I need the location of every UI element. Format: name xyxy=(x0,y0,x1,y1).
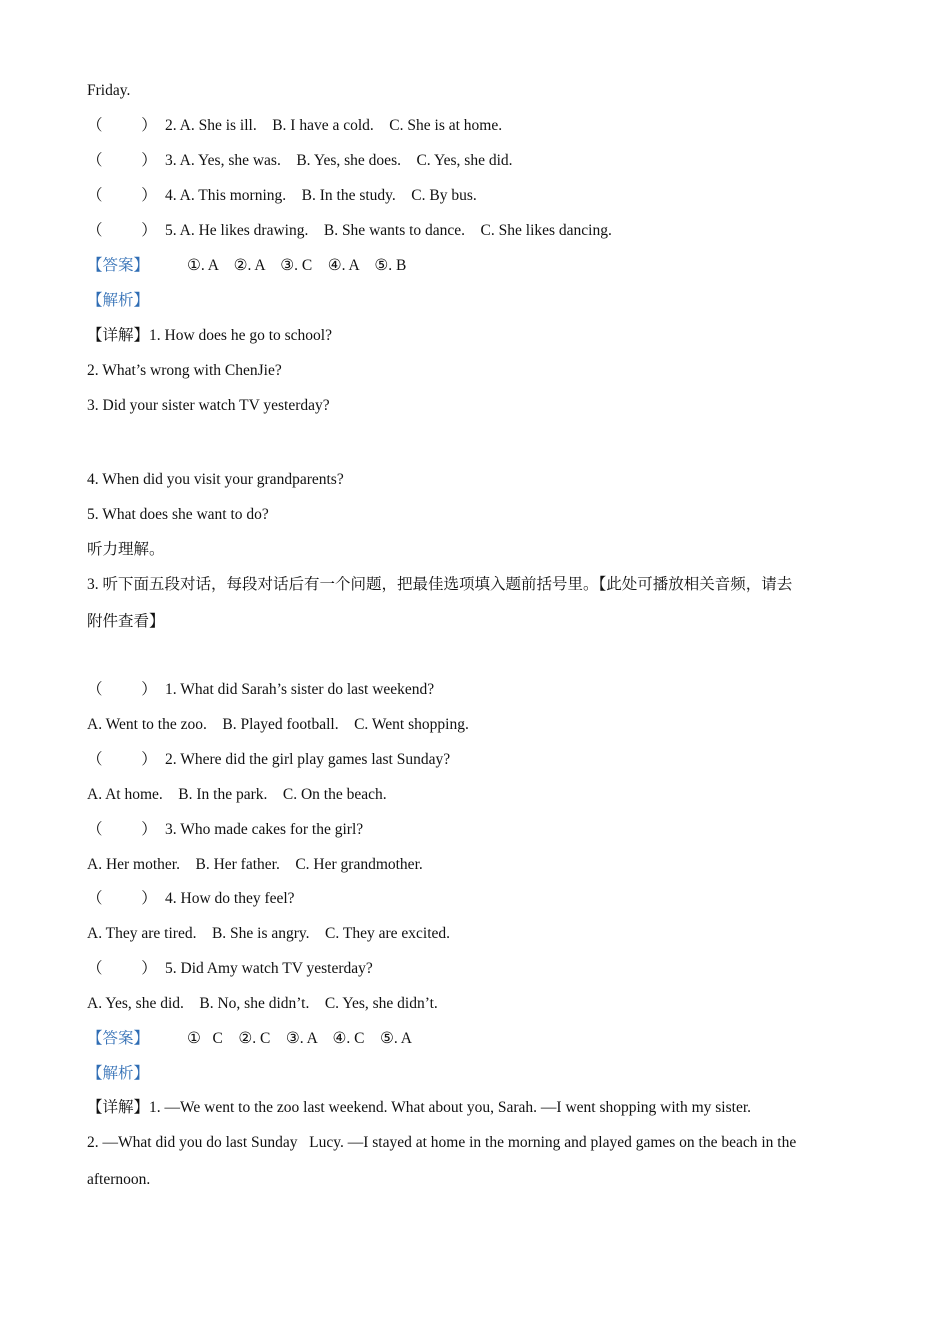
detail-line: 4. When did you visit your grandparents? xyxy=(87,471,344,488)
detail-line: afternoon. xyxy=(87,1171,151,1188)
question-text: 2. Where did the girl play games last Sunday? xyxy=(165,751,451,768)
question-text: 5. A. He likes drawing. B. She wants to dance. C. She likes dancing. xyxy=(165,222,612,239)
question-text: 3. Who made cakes for the girl? xyxy=(165,821,364,838)
question-text: 4. How do they feel? xyxy=(165,890,295,907)
answer-tag: 【答案】 xyxy=(87,257,150,274)
question-row xyxy=(87,151,513,171)
answer-blank: （ ） xyxy=(87,681,157,698)
instruction-line: 3. 听下面五段对话，每段对话后有一个问题，把最佳选项填入题前括号里。【此处可播放相关音频，请去 xyxy=(87,576,793,593)
options-line: A. At home. B. In the park. C. On the beach. xyxy=(87,786,387,803)
answer-blank: （ ） xyxy=(87,117,157,134)
options-line: A. They are tired. B. She is angry. C. They are excited. xyxy=(87,925,451,942)
answer-blank: （ ） xyxy=(87,890,157,907)
question-text: 2. A. She is ill. B. I have a cold. C. She is at home. xyxy=(165,117,503,134)
detail-line: 3. Did your sister watch TV yesterday? xyxy=(87,397,330,414)
detail-line: 5. What does she want to do? xyxy=(87,506,269,523)
answer-text: ① C ②. C ③. A ④. C ⑤. A xyxy=(187,1030,412,1047)
question-row xyxy=(87,116,502,136)
detail-line: 2. What’s wrong with ChenJie? xyxy=(87,362,282,379)
analysis-tag: 【解析】 xyxy=(87,1065,150,1082)
question-row xyxy=(87,750,450,770)
answer-blank: （ ） xyxy=(87,821,157,838)
answer-row xyxy=(87,1029,412,1049)
question-row xyxy=(87,889,295,909)
answer-blank: （ ） xyxy=(87,960,157,977)
detail-row xyxy=(87,326,332,346)
instruction-line: 附件查看】 xyxy=(87,613,165,630)
question-text: 4. A. This morning. B. In the study. C. By bus. xyxy=(165,187,477,204)
detail-line: 1. How does he go to school? xyxy=(149,327,332,344)
question-text: 1. What did Sarah’s sister do last weekend? xyxy=(165,681,435,698)
options-line: A. Her mother. B. Her father. C. Her grandmother. xyxy=(87,856,423,873)
continued-text: Friday. xyxy=(87,82,131,99)
answer-blank: （ ） xyxy=(87,751,157,768)
options-line: A. Went to the zoo. B. Played football. C. Went shopping. xyxy=(87,716,469,733)
answer-row xyxy=(87,256,406,276)
question-row xyxy=(87,959,373,979)
detail-line: 2. —What did you do last Sunday Lucy. —I stayed at home in the morning and played games on the beach in the xyxy=(87,1134,797,1151)
answer-blank: （ ） xyxy=(87,152,157,169)
detail-line: 1. —We went to the zoo last weekend. What about you, Sarah. —I went shopping with my sister. xyxy=(149,1099,752,1116)
question-row xyxy=(87,186,477,206)
question-row xyxy=(87,820,363,840)
options-line: A. Yes, she did. B. No, she didn’t. C. Yes, she didn’t. xyxy=(87,995,438,1012)
section-heading: 听力理解。 xyxy=(87,541,165,558)
question-row xyxy=(87,680,434,700)
detail-tag: 【详解】 xyxy=(87,327,150,344)
answer-blank: （ ） xyxy=(87,222,157,239)
question-row xyxy=(87,221,612,241)
detail-tag: 【详解】 xyxy=(87,1099,150,1116)
detail-row xyxy=(87,1098,751,1118)
analysis-tag: 【解析】 xyxy=(87,292,150,309)
question-text: 5. Did Amy watch TV yesterday? xyxy=(165,960,373,977)
answer-text: ①. A ②. A ③. C ④. A ⑤. B xyxy=(187,257,407,274)
answer-tag: 【答案】 xyxy=(87,1030,150,1047)
answer-blank: （ ） xyxy=(87,187,157,204)
question-text: 3. A. Yes, she was. B. Yes, she does. C. Yes, she did. xyxy=(165,152,513,169)
